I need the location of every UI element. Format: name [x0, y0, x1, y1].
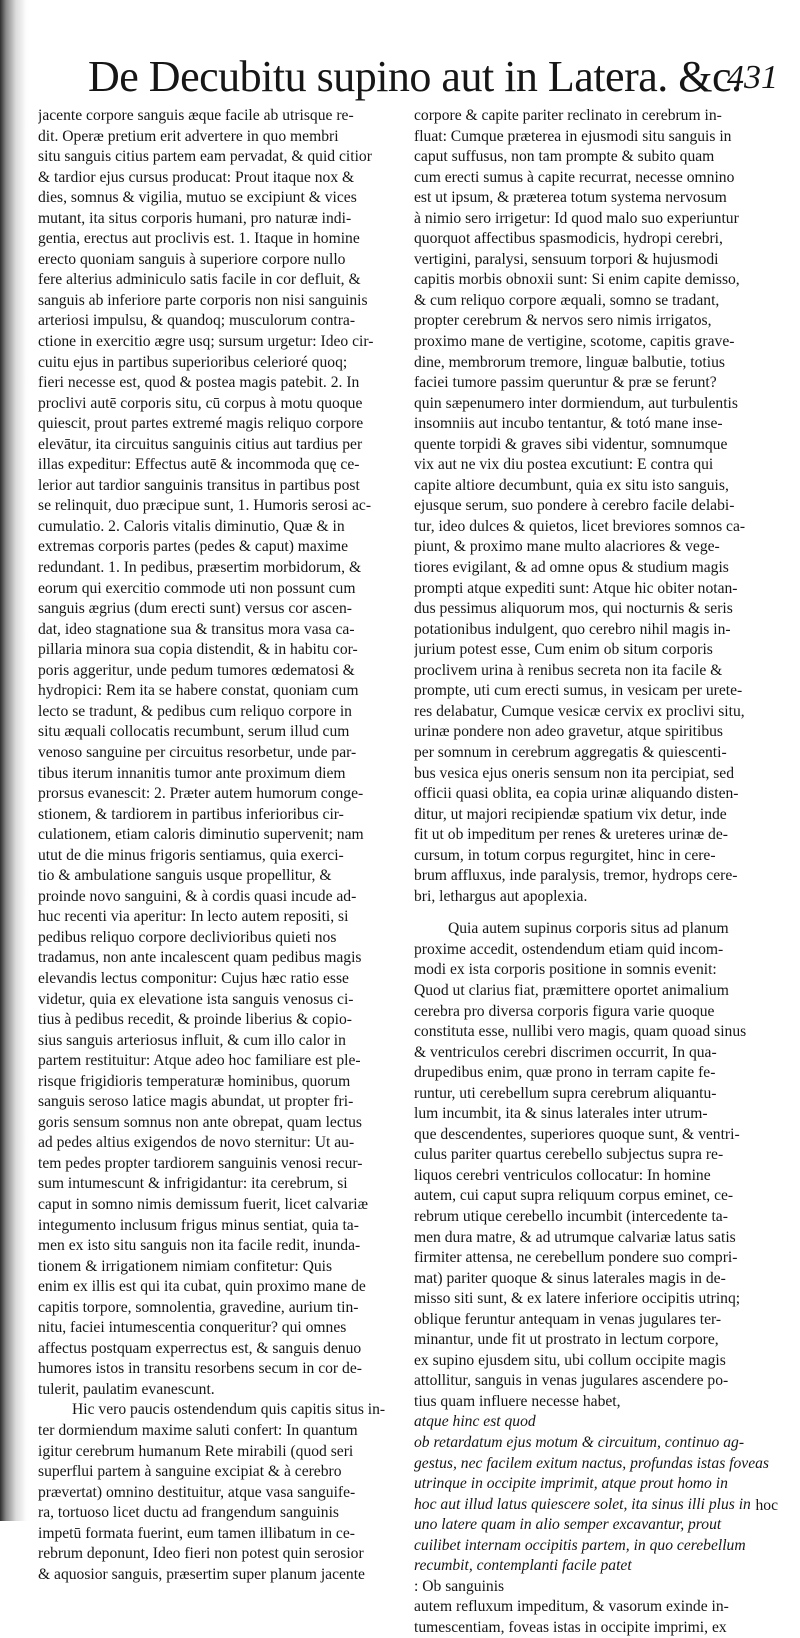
text-line: tius quam influere necesse habet,: [414, 1392, 621, 1410]
text-line: constituta esse, nullibi vero magis, quam quoad sinus: [414, 1023, 747, 1041]
text-line: dus pessimus aliquorum mos, qui nocturnis & seris: [414, 600, 733, 618]
text-line: brum affluxus, inde paralysis, tremor, hydrops cere-: [414, 867, 738, 885]
text-line: rebrum deponunt, Ideo fieri non potest quin serosior: [38, 1545, 364, 1563]
text-line: ad pedes altius exigendos de novo sternitur: Ut au-: [38, 1134, 355, 1152]
text-line: misso siti sunt, & ex latere inferiore occipitis utrinq;: [414, 1290, 741, 1308]
text-line: proxime accedit, ostendendum etiam quid incom-: [414, 940, 724, 958]
text-line: tur, ideo dulces & quietos, licet breviores somnos ca-: [414, 517, 746, 535]
text-line: jurium potest esse, Cum enim ob situm corporis: [414, 641, 713, 659]
text-line: tibus iterum innanitis tumor ante proximum diem: [38, 764, 346, 782]
text-line: ctione in exercitio ægre usq; sursum urgetur: Ideo cir-: [38, 333, 374, 351]
text-line: & aquosior sanguis, præsertim super planum jacente: [38, 1565, 365, 1583]
text-line: mutant, ita situs corporis humani, pro naturæ indi-: [38, 209, 352, 227]
text-line: quente torpidi & graves sibi videntur, somnumque: [414, 435, 728, 453]
text-line: sius sanguis arteriosus influit, & cum illo calor in: [38, 1031, 346, 1049]
text-line: tio & ambulatione sanguis usque propellitur, &: [38, 867, 332, 885]
text-line: vertigini, paralysi, sensuum torpori & hujusmodi: [414, 250, 719, 268]
text-line: tradamus, non ante incalescent quam pedibus magis: [38, 949, 362, 967]
text-line: gentia, erectus aut proclivis est. 1. Itaque in homine: [38, 230, 360, 248]
text-line: piunt, & proximo mane multo alacriores & vege-: [414, 538, 720, 556]
text-line: tem pedes propter tardiorem sanguinis venosi recur-: [38, 1154, 363, 1172]
text-line: igitur cerebrum humanum Rete mirabili (quod seri: [38, 1442, 354, 1460]
text-line: bus vesica ejus oneris sensum non ita percipiat, sed: [414, 764, 735, 782]
text-line: ra, tortuoso licet ductu ad frangendum sanguinis: [38, 1504, 339, 1522]
text-line: partem restituitur: Atque adeo hoc familiare est ple-: [38, 1052, 361, 1070]
text-line: Quia autem supinus corporis situs ad planum: [448, 920, 729, 938]
text-line: recumbit, contemplanti facile patet: [414, 1557, 632, 1575]
text-line: caput suffusus, non tam prompte & subito quam: [414, 148, 715, 166]
text-line: men ex isto situ sanguis non ita facile redit, inunda-: [38, 1237, 361, 1255]
text-line: lum incumbit, ita & sinus laterales inter utrum-: [414, 1105, 708, 1123]
text-line: huc recenti via aperitur: In lecto autem repositi, si: [38, 908, 349, 926]
text-line: vix aut ne vix diu postea excutiunt: E contra qui: [414, 456, 714, 474]
text-line: attollitur, sanguis in venas jugulares ascendere po-: [414, 1372, 729, 1390]
text-line: hoc aut illud latus quiescere solet, ita sinus illi plus in: [414, 1495, 751, 1513]
text-line: cuilibet internam occipitis partem, in quo cerebellum: [414, 1536, 746, 1554]
text-line: hydropici: Rem ita se habere constat, quoniam cum: [38, 682, 359, 700]
text-line: pillaria minora sua copia distendit, & in habitu cor-: [38, 641, 358, 659]
text-line: enim ex illis est qui ita cubat, quin proximo mane de: [38, 1278, 366, 1296]
left-text-column: [38, 106, 401, 1585]
text-line: tionem & irrigationem nimiam confitetur: Quis: [38, 1257, 333, 1275]
text-line: & tardior ejus cursus producat: Prout itaque nox &: [38, 168, 355, 186]
text-line: situ æquali collocatis recumbunt, serum illud cum: [38, 723, 350, 741]
text-line: quiescit, prout partes extremé magis reliquo corpore: [38, 415, 364, 433]
text-line: extremas corporis partes (pedes & caput) maxime: [38, 538, 349, 556]
running-head: [88, 52, 778, 102]
text-line: culationem, etiam caloris diminutio supervenit; nam: [38, 826, 364, 844]
text-line: lecto se tradunt, & pedibus cum reliquo corpore in: [38, 702, 352, 720]
text-line: tiores evigilant, & ad omne opus & studium magis: [414, 559, 729, 577]
text-line: jacente corpore sanguis æque facile ab utrisque re-: [38, 107, 354, 124]
text-line: ejusque serum, suo pondere à cerebro facile delabi-: [414, 497, 735, 515]
text-line: impetū formata fuerint, eum tamen illibatum in ce-: [38, 1524, 355, 1542]
text-line: insomniis aut incubo tentantur, & totó mane inse-: [414, 415, 723, 433]
text-line: capitis torpore, somnolentia, gravedine, aurium tin-: [38, 1298, 359, 1316]
text-line: eorum qui exercitio commode uti non possunt cum: [38, 579, 356, 597]
text-line: caput in somno nimis demissum fuerit, licet calvariæ: [38, 1195, 369, 1213]
text-line: dat, ideo stagnatione sua & transitus mora vasa ca-: [38, 620, 355, 638]
text-line: autem, cui caput supra reliquum corpus eminet, ce-: [414, 1187, 734, 1205]
text-line: utut de die minus frigoris sentiamus, quia exerci-: [38, 846, 344, 864]
text-line: Quod ut clarius fiat, præmittere oportet animalium: [414, 981, 729, 999]
text-line: tumescentiam, foveas istas in occipite imprimi, ex: [414, 1618, 727, 1636]
text-line: nitu, faciei intumescentia conqueritur? qui omnes: [38, 1319, 347, 1337]
text-line: venoso sanguine per circuitus resorbetur, unde par-: [38, 743, 357, 761]
text-line: quin sæpenumero inter dormiendum, aut turbulentis: [414, 394, 738, 412]
text-line: faciei tumore passim queruntur & præ se ferunt?: [414, 374, 717, 392]
text-line: fluat: Cumque præterea in ejusmodi situ sanguis in: [414, 127, 732, 145]
text-line: que descendentes, superiores quoque sunt, & ventri-: [414, 1125, 740, 1143]
text-line: ex supino ejusdem situ, ubi collum occipite magis: [414, 1351, 726, 1369]
text-line: poris aggeritur, unde pedum tumores œdematosi &: [38, 661, 355, 679]
text-line: prorsus evanescit: 2. Præter autem humorum conge-: [38, 785, 364, 803]
right-text-column: [414, 106, 779, 1638]
text-line: tius à pedibus recedit, & proinde liberius & copio-: [38, 1011, 352, 1029]
text-line: stionem, & tardiorem in partibus inferioribus cir-: [38, 805, 344, 823]
text-line: dit. Operæ pretium erit advertere in quo membri: [38, 127, 339, 145]
text-line: mat) pariter quoque & sinus laterales magis in de-: [414, 1269, 726, 1287]
text-line: goris sensum somnus non ante obrepat, quam lectus: [38, 1113, 362, 1131]
text-line: illas expeditur: Effectus autē & incommoda quę ce-: [38, 456, 360, 474]
text-line: cumulatio. 2. Caloris vitalis diminutio, Quæ & in: [38, 517, 345, 535]
text-line: ditur, ut majori recipiendæ spatium vix detur, inde: [414, 805, 727, 823]
text-line: ob retardatum ejus motum & circuitum, continuo ag-: [414, 1434, 745, 1451]
text-line: capitis morbis obnoxii sunt: Si enim capite demisso,: [414, 271, 740, 289]
text-line: : Ob sanguinis: [414, 1577, 505, 1595]
text-line: arteriosi impulsu, & quandoq; musculorum contra-: [38, 312, 356, 330]
text-line: sum intumescunt & infrigidantur: ita cerebrum, si: [38, 1175, 348, 1193]
text-line: humores istos in transitu resorbens secum in cor de-: [38, 1360, 362, 1378]
text-line: affectus postquam experrectus est, & sanguis denuo: [38, 1339, 362, 1357]
text-line: integumento inclusum frigus minus sentiat, quia ta-: [38, 1216, 359, 1234]
text-line: proclivi autē corporis situ, cū corpus à motu quoque: [38, 394, 363, 412]
text-line: runtur, uti cerebellum supra cerebrum aliquantu-: [414, 1084, 717, 1102]
text-line: uno latere quam in alio semper excavantur, prout: [414, 1516, 722, 1534]
text-line: se relinquit, duo præcipue sunt, 1. Humoris serosi ac-: [38, 497, 372, 515]
text-line: videtur, quia ex elevatione ista sanguis venosus ci-: [38, 990, 354, 1008]
text-line: officii quasi oblita, ea copia urinæ aliquando disten-: [414, 785, 739, 803]
text-line: prompte, uti cum erecti sumus, in vesicam per urete-: [414, 682, 743, 700]
text-line: pedibus reliquo corpore declivioribus quieti nos: [38, 928, 337, 946]
text-line: gestus, nec facilem exitum nactus, profundas istas foveas: [414, 1454, 769, 1472]
text-line: fere alterius adminiculo satis facile in cor defluit, &: [38, 271, 361, 289]
text-line: sanguis seroso latice magis abundat, ut propter fri-: [38, 1093, 354, 1111]
text-line: ter dormiendum maxime saluti confert: In quantum: [38, 1422, 358, 1439]
text-line: per somnum in cerebrum aggregatis & quiescenti-: [414, 743, 727, 761]
gutter-shadow: [0, 0, 26, 1521]
text-line: proinde novo sanguini, & à cordis quasi incude ad-: [38, 887, 357, 905]
text-line: lerior aut tardior sanguinis transitus in partibus post: [38, 476, 360, 494]
text-line: prompti atque expediti sunt: Atque hic obiter notan-: [414, 579, 738, 597]
text-line: cuitu ejus in partibus superioribus celerioré quoq;: [38, 353, 348, 371]
text-line: fieri necesse est, quod & postea magis patebit. 2. In: [38, 374, 360, 392]
catchword: hoc: [755, 1497, 778, 1514]
text-line: à nimio sero irrigetur: Id quod malo suo experiuntur: [414, 209, 739, 227]
text-line: cum erecti sumus à capite recurrat, necesse omnino: [414, 168, 735, 186]
text-line: urinæ pondere non adeo gravetur, atque spiritibus: [414, 723, 724, 741]
text-line: utrinque in occipite imprimit, atque prout homo in: [414, 1475, 728, 1493]
text-line: liquos cerebri ventriculos collocatur: In homine: [414, 1166, 711, 1184]
text-line: modi ex ista corporis positione in somnis evenit:: [414, 961, 717, 979]
text-line: prævertat) omnino destituitur, atque vasa sanguife-: [38, 1483, 356, 1501]
text-line: est ut ipsum, & præterea totum systema nervosum: [414, 189, 727, 207]
text-line: autem refluxum impeditum, & vasorum exinde in-: [414, 1598, 729, 1616]
text-line: & ventriculos cerebri discrimen occurrit, In qua-: [414, 1043, 717, 1061]
text-line: res delabatur, Cumque vesicæ cervix ex proclivi situ,: [414, 702, 745, 720]
text-line: risque frigidioris temperaturæ hominibus, quorum: [38, 1072, 351, 1090]
text-line: proximo mane de vertigine, scotome, capitis grave-: [414, 333, 735, 351]
text-line: cerebra pro diversa corporis figura varie quoque: [414, 1002, 715, 1020]
text-line: bri, lethargus aut apoplexia.: [414, 887, 588, 905]
text-line: tulerit, paulatim evanescunt.: [38, 1380, 215, 1398]
text-line: elevātur, ita circuitus sanguinis citius aut tardius per: [38, 435, 363, 453]
text-line: drupedibus enim, quæ prono in terram capite fe-: [414, 1064, 716, 1082]
text-line: sanguis ægrius (dum erecti sunt) versus cor ascen-: [38, 600, 352, 618]
text-line: corpore & capite pariter reclinato in cerebrum in-: [414, 107, 722, 124]
text-line: proclivem urina à renibus secreta non ita facile &: [414, 661, 723, 679]
text-line: fit ut ob impeditum per renes & ureteres urinæ de-: [414, 826, 728, 844]
text-line: superflui partem à sanguine excipiat & à cerebro: [38, 1463, 342, 1481]
text-line: & cum reliquo corpore æquali, somno se tradant,: [414, 291, 720, 309]
text-line: dies, somnus & vigilia, mutuo se excipiunt & vices: [38, 189, 357, 207]
text-line: elevandis lectus componitur: Cujus hæc ratio esse: [38, 969, 349, 987]
page-number: 431: [727, 59, 778, 96]
text-line: atque hinc est quod: [414, 1413, 536, 1431]
running-title: De Decubitu supino aut in Latera. &c.: [88, 52, 742, 101]
text-line: potationibus indulgent, quo cerebro nihil magis in-: [414, 620, 731, 638]
text-line: sanguis ab inferiore parte corporis non nisi sanguinis: [38, 291, 368, 309]
text-line: culus pariter quartus cerebello subjectus supra re-: [414, 1146, 724, 1164]
text-line: Hic vero paucis ostendendum quis capitis situs in-: [72, 1401, 386, 1419]
text-line: oblique feruntur antequam in venas jugulares ter-: [414, 1310, 722, 1328]
text-line: men dura matre, & ad utrumque calvariæ latus satis: [414, 1228, 736, 1246]
text-line: situ sanguis citius partem eam pervadat, & quid citior: [38, 148, 372, 166]
text-line: capite altiore decumbunt, quia ex situ isto sanguis,: [414, 476, 729, 494]
text-line: cursum, in totum corpus regurgitet, hinc in cere-: [414, 846, 716, 864]
text-line: erecto quoniam sanguis à superiore corpore nullo: [38, 250, 346, 268]
text-line: minantur, unde fit ut prostrato in lectum corpore,: [414, 1331, 719, 1349]
text-line: propter cerebrum & nervos sero nimis irrigatos,: [414, 312, 712, 330]
text-line: firmiter attensa, ne cerebellum pondere suo compri-: [414, 1249, 738, 1267]
text-line: redundant. 1. In pedibus, præsertim morbidorum, &: [38, 559, 362, 577]
text-line: dine, membrorum tremore, linguæ balbutie, totius: [414, 353, 725, 371]
text-line: quorquot affectibus spasmodicis, hydropi cerebri,: [414, 230, 723, 248]
text-line: rebrum utique cerebello incumbit (intercedente ta-: [414, 1207, 728, 1225]
